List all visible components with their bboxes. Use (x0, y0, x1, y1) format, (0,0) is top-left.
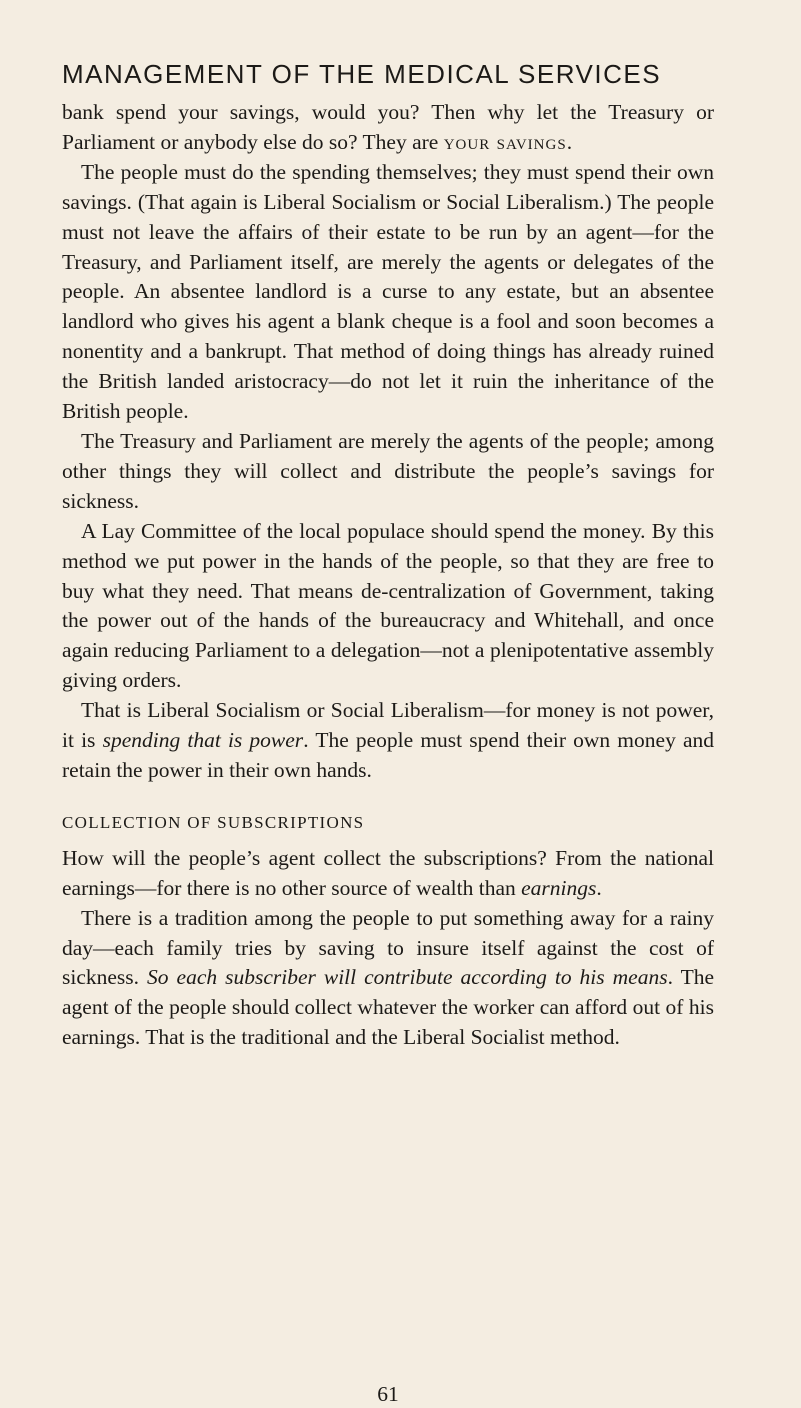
section-paragraph-2-text: There is a tradition among the people to put something away for a rainy day—each family tries by saving to insure itself against the cost of sickness. (62, 905, 714, 990)
section-paragraph-1-end: . (596, 875, 602, 900)
page-number: 61 (377, 1382, 399, 1406)
section-paragraph-2-end: . The agent of the people should collect whatever the worker can afford out of his earnings. That is the traditional and the Liberal Socialist method. (62, 965, 714, 1050)
folio (62, 1380, 714, 1408)
section-paragraph-2 (62, 904, 714, 1054)
section-paragraph-1-text: How will the people’s agent collect the subscriptions? From the national earnings—for there is no other source of wealth than (62, 845, 714, 900)
paragraph-2: The people must do the spending themselves; they must spend their own savings. (That again is Liberal Socialism or Social Liberalism.) The people must not leave the affairs of their estate to be run by an agent—for the Treasury, and Parliament itself, are merely the agents or delegates of the people. An absentee landlord is a curse to any estate, but an absentee landlord who gives his agent a blank cheque is a fool and soon becomes a nonentity and a bankrupt. That method of doing things has already ruined the British landed aristocracy—do not let it ruin the inheritance of the British people. (62, 159, 714, 424)
paragraph-5-emphasis: spending that is power (102, 728, 304, 753)
section-paragraph-2-emphasis: So each subscriber will contribute according to his means (147, 965, 668, 990)
section-paragraph-1 (62, 844, 714, 904)
paragraph-3: The Treasury and Parliament are merely the agents of the people; among other things they will collect and distribute the people’s savings for sickness. (62, 428, 714, 513)
section-heading: COLLECTION OF SUBSCRIPTIONS (62, 812, 365, 832)
paragraph-1 (62, 98, 714, 158)
your-savings-small-caps: your savings (443, 129, 567, 154)
paragraph-1-end: . (566, 129, 573, 154)
paragraph-1-text: bank spend your savings, would you? Then why let the Treasury or Parliament or anybody else do so? They are (62, 100, 714, 154)
body-text (62, 98, 714, 1053)
section-paragraph-1-emphasis: earnings (521, 875, 597, 900)
paragraph-5-end: . The people must spend their own money and retain the power in their own hands. (62, 728, 715, 782)
book-page (62, 58, 715, 1406)
running-head: MANAGEMENT OF THE MEDICAL SERVICES (62, 59, 662, 89)
paragraph-5 (62, 696, 714, 786)
paragraph-4: A Lay Committee of the local populace should spend the money. By this method we put power in the hands of the people, so that they are free to buy what they need. That means de-centralization of Government, taking the power out of the hands of the bureaucracy and Whitehall, and once again reducing Parliament to a delegation—not a plenipotentative assembly giving orders. (62, 518, 714, 693)
paragraph-5-text: That is Liberal Socialism or Social Liberalism—for money is not power, it is (62, 698, 714, 753)
